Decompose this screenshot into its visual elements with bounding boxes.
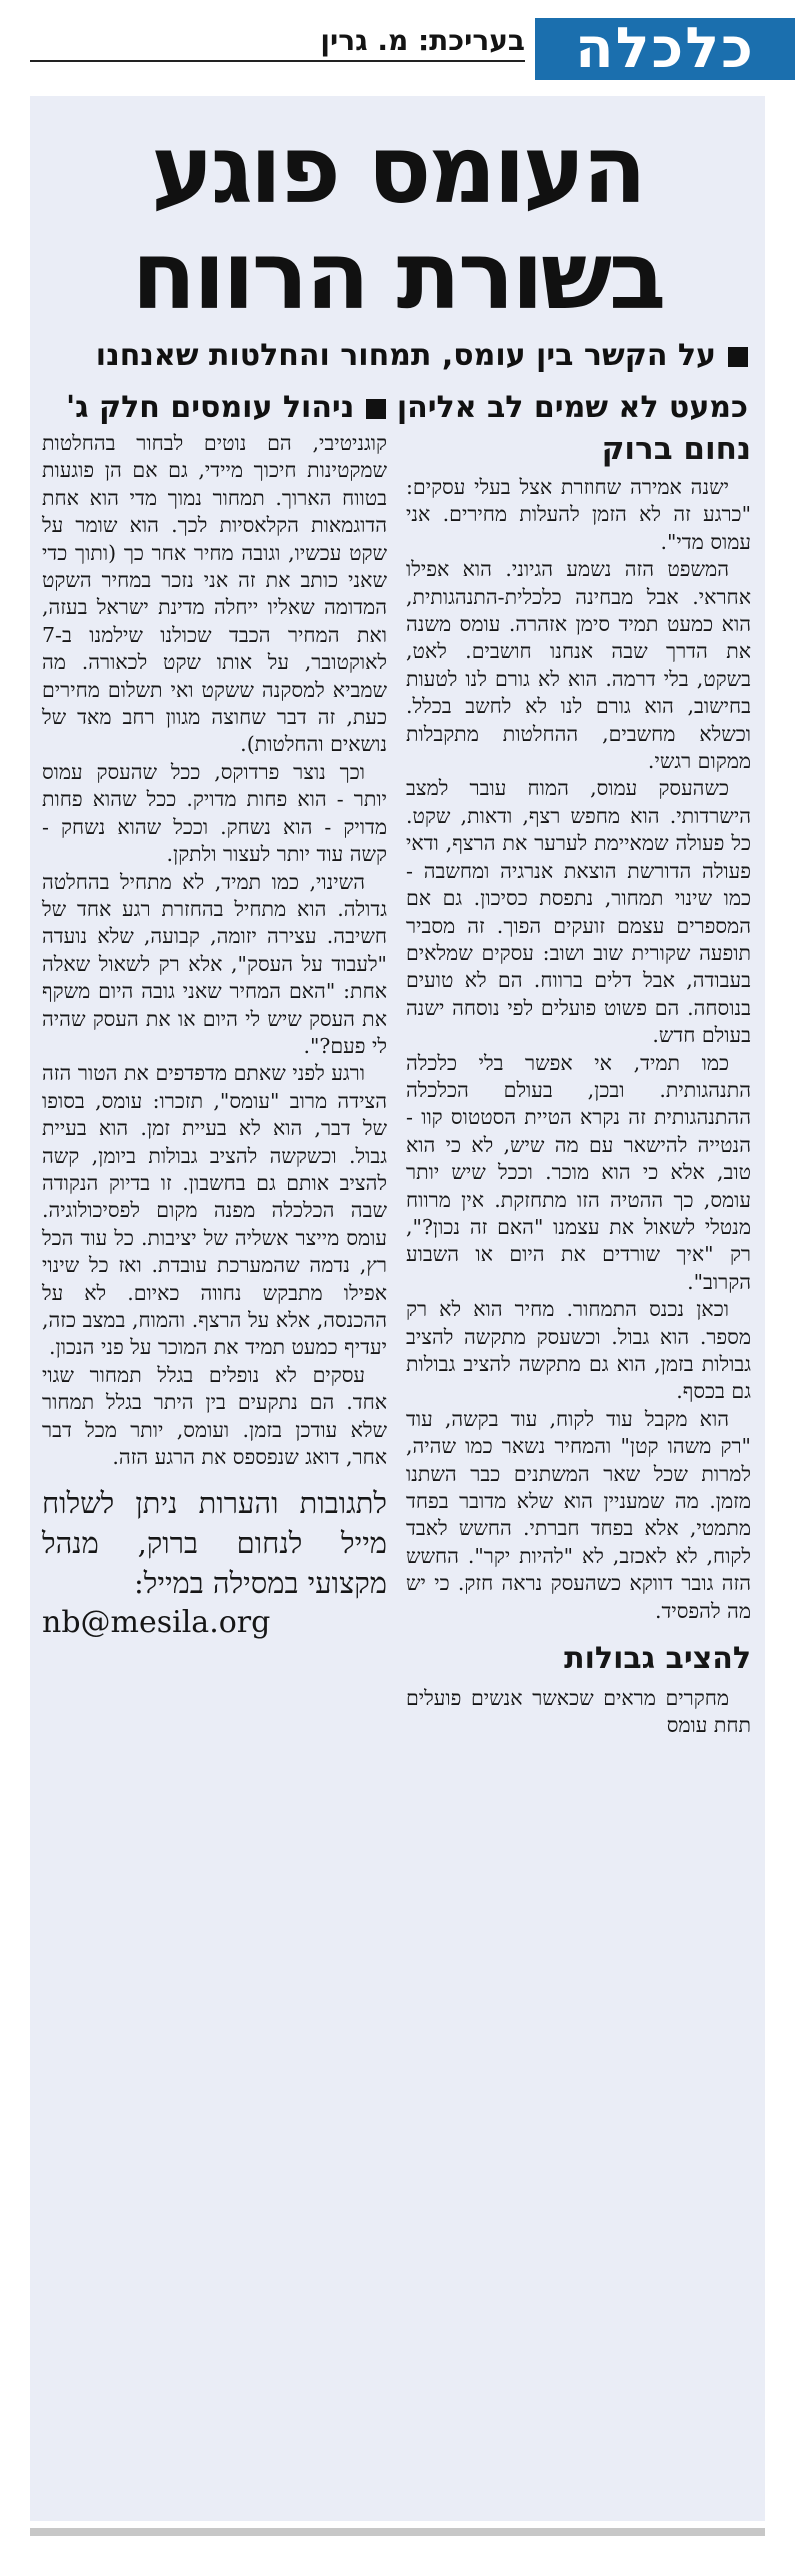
- paragraph: וכאן נכנס התמחור. מחיר הוא לא רק מספר. הוא גבול. וכשעסק מתקשה להציב גבולות בזמן, הוא גם מתקשה להציב גבולות גם בכסף.: [406, 1297, 751, 1404]
- paragraph: ישנה אמירה שחוזרת אצל בעלי עסקים: "כרגע זה לא הזמן להעלות מחירים. אני עמוס מדי".: [406, 475, 751, 554]
- editor-credit: בעריכת: מ. גרין: [30, 20, 525, 62]
- subheadline: [48, 330, 748, 434]
- paragraph: השינוי, כמו תמיד, לא מתחיל בהחלטה גדולה. הוא מתחיל בהחזרת רגע אחד של חשיבה. עצירה יזומה, קבועה, שלא נועדה "לעבוד על העסק", אלא רק לשאול שאלה אחת: "האם המחיר שאני גובה היום משקף את העסק שיש לי היום או את העסק שהיה לי פעם?".: [42, 869, 387, 1058]
- byline: נחום ברוק: [601, 431, 751, 467]
- paragraph: ורגע לפני שאתם מדפדפים את הטור הזה הצידה מרוב "עומס", תזכרו: עומס, בסופו של דבר, הוא לא בעיית זמן. הוא בעיית גבול. וכשקשה להציב גבולות ביומן, קשה להציב אותם גם בחשבון. זו בדיוק הנקודה שבה הכלכלה מפנה מקום לפסיכולוגיה. עומס מייצר אשליה של יציבות. כל עוד הכל רץ, נדמה שהמערכת עובדת. ואז כל שינוי אפילו מתבקש נחווה כאיום. לא על ההכנסה, אלא על הרצף. והמוח, במצב כזה, יעדיף כמעט תמיד את המוכר על פני הנכון.: [42, 1061, 387, 1360]
- contact-email[interactable]: nb@mesila.org: [42, 1605, 271, 1641]
- page-header: [0, 14, 795, 86]
- headline: [50, 118, 745, 330]
- paragraph: המשפט הזה נשמע הגיוני. הוא אפילו אחראי. אבל מבחינה כלכלית-התנהגותית, הוא כמעט תמיד סימן אזהרה. עומס משנה את הדרך שבה אנחנו חושבים. לאט, בשקט, בלי דרמה. הוא לא גורם לנו לטעות בחישוב, הוא גורם לנו לא לחשב בכלל. וכשלא מחשבים, ההחלטות מתקבלות ממקום רגשי.: [406, 557, 751, 774]
- column-left: [42, 430, 387, 1643]
- paragraph: הוא מקבל עוד לקוח, עוד בקשה, עוד "רק משהו קטן" והמחיר נשאר כמו שהיה, למרות שכל שאר המשתנים כבר השתנו מזמן. מה שמעניין הוא שלא מדובר בפחד מתמטי, אלא בפחד חברתי. החשש לאבד לקוח, לא לאכזב, לא "להיות יקר". החשש הזה גובר דווקא כשהעסק נראה חזק. כי יש מה להפסיד.: [406, 1406, 751, 1623]
- square-bullet-icon: [366, 399, 386, 419]
- contact-note: [42, 1483, 387, 1643]
- paragraph: כשהעסק עמוס, המוח עובר למצב הישרדותי. הוא מחפש רצף, ודאות, שקט. כל פעולה שמאיימת לערער את הרצף, ודאי פעולה הדורשת הוצאת אנרגיה ומחשבה - כמו שינוי תמחור, נתפסת כסיכון. גם אם המספרים עצמם זועקים הפוך. זה מסביר תופעה שקורית שוב ושוב: עסקים שמלאים בעבודה, אבל דלים ברווח. הם לא טועים בנוסחה. הם פשוט פועלים לפי נוסחה ישנה בעולם חדש.: [406, 776, 751, 1048]
- bottom-rule: [30, 2528, 765, 2536]
- square-bullet-icon: [728, 347, 748, 367]
- section-tag: כלכלה: [535, 18, 795, 80]
- subhead-line-1: על הקשר בין עומס, תמחור והחלטות שאנחנו: [48, 330, 748, 382]
- paragraph: עסקים לא נופלים בגלל תמחור שגוי אחד. הם נתקעים בין היתר בגלל תמחור שלא עודכן בזמן. ועומס, יותר מכל דבר אחר, דואג שנפספס את הרגע הזה.: [42, 1362, 387, 1470]
- paragraph: מחקרים מראים שכאשר אנשים פועלים תחת עומס: [406, 1686, 751, 1738]
- contact-text: לתגובות והערות ניתן לשלוח מייל לנחום ברוק, מנהל מקצועי במסילה במייל:: [42, 1486, 387, 1601]
- column-right: [406, 430, 751, 1740]
- section-subhead: להציב גבולות: [564, 1641, 751, 1677]
- article-panel: [30, 96, 765, 2521]
- paragraph: וכך נוצר פרדוקס, ככל שהעסק עמוס יותר - הוא פחות מדויק. ככל שהוא פחות מדויק - הוא נשחק. וככל שהוא נשחק - קשה עוד יותר לעצור ולתקן.: [42, 759, 387, 867]
- headline-line-2: בשורת הרווח: [131, 222, 664, 331]
- subhead-line-2: כמעט לא שמים לב אליהן ניהול עומסים חלק ג': [66, 390, 748, 425]
- headline-line-1: העומס פוגע: [151, 116, 644, 225]
- paragraph: כמו תמיד, אי אפשר בלי כלכלה התנהגותית. ובכן, בעולם הכלכלה ההתנהגותית זה נקרא הטיית הסטטוס קוו - הנטייה להישאר עם מה שיש, לא כי הוא טוב, אלא כי הוא מוכר. וככל שיש יותר עומס, כך ההטיה הזו מתחזקת. אין מרווח מנטלי לשאול את עצמנו "האם זה נכון?", רק "איך שורדים את היום או השבוע הקרוב".: [406, 1050, 751, 1294]
- paragraph: קוגניטיבי, הם נוטים לבחור בהחלטות שמקטינות חיכוך מיידי, גם אם הן פוגעות בטווח הארוך. תמחור נמוך מדי הוא אחת הדוגמאות הקלאסיות לכך. הוא שומר על שקט עכשיו, וגובה מחיר אחר כך (ותוך כדי שאני כותב את זה אני נזכר במחיר השקט המדומה שאליו ייחלה מדינת ישראל בעזה, ואת המחיר הכבד שכולנו שילמנו ב-7 לאוקטובר, על אותו שקט לכאורה. מה שמביא למסקנה ששקט ואי תשלום מחירים כעת, זה דבר שחוצה מגוון רחב מאד של נושאים והחלטות).: [42, 431, 387, 757]
